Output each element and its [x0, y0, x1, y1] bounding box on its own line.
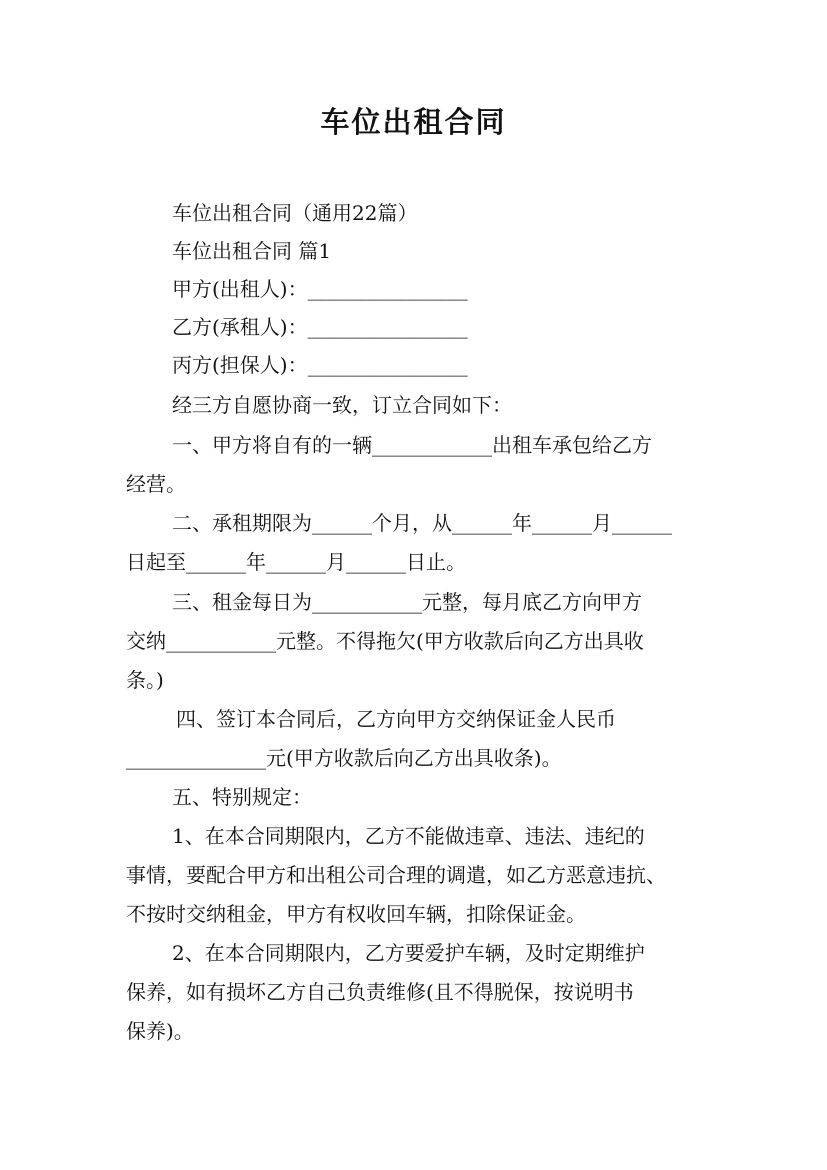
doc-line-clause-2: 二、承租期限为______个月，从______年______月______ — [172, 511, 672, 535]
doc-line-intro: 经三方自愿协商一致，订立合同如下： — [172, 393, 512, 417]
doc-line-rule-2-cont2: 保养)。 — [126, 1019, 194, 1043]
doc-line-clause-4-cont: ______________元(甲方收款后向乙方出具收条)。 — [126, 746, 562, 770]
doc-line-rule-1: 1、在本合同期限内，乙方不能做违章、违法、违纪的 — [172, 824, 645, 848]
doc-line-rule-1-cont: 事情，要配合甲方和出租公司合理的调遣，如乙方恶意违抗、 — [126, 863, 666, 887]
doc-line-clause-3: 三、租金每日为___________元整，每月底乙方向甲方 — [172, 590, 642, 614]
doc-line-clause-3-cont: 交纳___________元整。不得拖欠(甲方收款后向乙方出具收 — [126, 629, 644, 653]
document-title: 车位出租合同 — [320, 105, 507, 139]
doc-line-clause-1: 一、甲方将自有的一辆____________出租车承包给乙方 — [172, 433, 652, 457]
doc-line-heading: 车位出租合同（通用22篇） — [172, 201, 418, 225]
doc-line-clause-3-cont2: 条。) — [126, 668, 164, 692]
doc-line-party-b: 乙方(承租人)：________________ — [172, 315, 468, 339]
doc-line-part: 车位出租合同 篇1 — [172, 239, 332, 263]
doc-line-party-c: 丙方(担保人)：________________ — [172, 353, 468, 377]
doc-line-rule-2: 2、在本合同期限内，乙方要爱护车辆，及时定期维护 — [172, 941, 645, 965]
doc-line-rule-2-cont: 保养，如有损坏乙方自己负责维修(且不得脱保，按说明书 — [126, 980, 634, 1004]
doc-line-party-a: 甲方(出租人)：________________ — [172, 277, 468, 301]
doc-line-clause-1-cont: 经营。 — [126, 472, 186, 496]
doc-line-rule-1-cont2: 不按时交纳租金，甲方有权收回车辆，扣除保证金。 — [126, 902, 586, 926]
doc-line-clause-2-cont: 日起至______年______月______日止。 — [126, 550, 466, 574]
doc-line-clause-4: 四、签订本合同后，乙方向甲方交纳保证金人民币 — [176, 707, 616, 731]
doc-line-clause-5: 五、特别规定： — [172, 785, 312, 809]
